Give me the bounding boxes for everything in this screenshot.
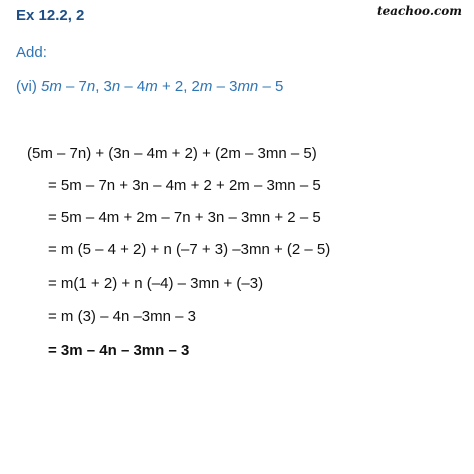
question-expression (41, 78, 283, 95)
question-term: m (145, 78, 158, 95)
question-term: , 3 (95, 78, 112, 95)
solution-step-3: = 5m – 4m + 2m – 7n + 3n – 3mn + 2 – 5 (48, 209, 321, 226)
question-term: – 7 (61, 78, 87, 95)
question-term: – 3 (212, 78, 238, 95)
solution-step-1: (5m – 7n) + (3n – 4m + 2) + (2m – 3mn – 5) (27, 145, 317, 162)
solution-final-answer: = 3m – 4n – 3mn – 3 (48, 342, 190, 359)
question-part-label: (vi) (16, 78, 41, 95)
brand-logo: teachoo.com (377, 4, 462, 18)
question-term: n (86, 78, 96, 95)
question-part (16, 78, 283, 95)
question-term: m (199, 78, 213, 95)
question-term: + 2, 2 (157, 78, 200, 95)
solution-step-6: = m (3) – 4n –3mn – 3 (48, 308, 196, 325)
question-term: 5m (41, 78, 62, 95)
solution-step-4: = m (5 – 4 + 2) + n (–7 + 3) –3mn + (2 – 5) (48, 241, 331, 258)
exercise-title: Ex 12.2, 2 (16, 7, 85, 24)
question-term: n (111, 78, 121, 95)
question-term: – 4 (120, 78, 146, 95)
solution-step-2: = 5m – 7n + 3n – 4m + 2 + 2m – 3mn – 5 (48, 177, 321, 194)
question-term: mn (237, 78, 259, 95)
question-term: – 5 (258, 78, 284, 95)
question-instruction: Add: (16, 44, 47, 61)
solution-step-5: = m(1 + 2) + n (–4) – 3mn + (–3) (48, 275, 264, 292)
